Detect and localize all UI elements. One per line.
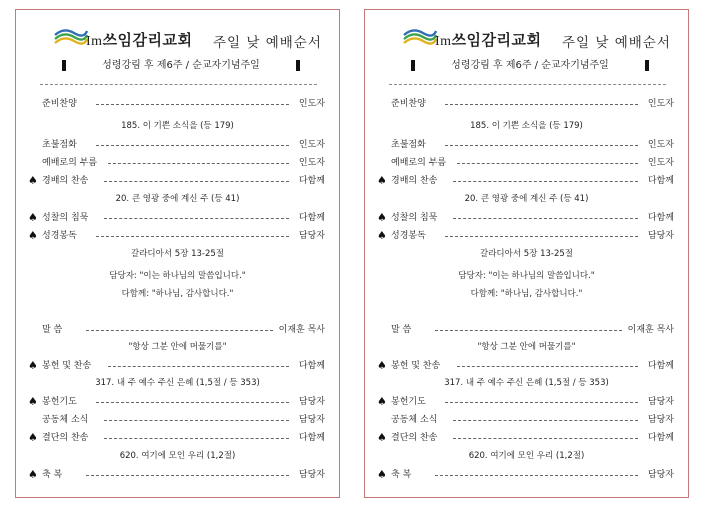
- order-item: [16, 322, 339, 338]
- order-item: [365, 155, 688, 171]
- spade-icon: ♠: [377, 229, 387, 242]
- order-note: 317. 내 주 예수 주신 은혜 (1,5절 / 등 353): [444, 378, 609, 388]
- order-item-leader: 인도자: [647, 140, 674, 150]
- order-item-label: 봉헌기도: [42, 397, 77, 407]
- dotted-leader: [86, 330, 273, 331]
- bulletin-page-left: [15, 9, 340, 498]
- dotted-leader: [445, 236, 638, 237]
- order-item: [365, 210, 688, 226]
- dotted-leader: [108, 366, 289, 367]
- order-item: [365, 96, 688, 112]
- dotted-leader: [445, 104, 638, 105]
- dotted-leader: [453, 218, 638, 219]
- spade-icon: ♠: [377, 468, 387, 481]
- service-title: 주일 낮 예배순서: [213, 35, 322, 51]
- order-item-leader: 담당자: [647, 397, 674, 407]
- order-item: [365, 412, 688, 428]
- order-item-leader: 다함께: [647, 361, 674, 371]
- spade-icon: ♠: [28, 174, 38, 187]
- church-name: Im쓰임감리교회: [86, 31, 193, 49]
- dotted-leader: [104, 420, 289, 421]
- order-item-leader: 인도자: [647, 158, 674, 168]
- order-note: 담당자: "이는 하나님의 말씀입니다.": [109, 271, 246, 281]
- dotted-leader: [435, 475, 638, 476]
- spade-icon: ♠: [28, 395, 38, 408]
- dotted-leader: [445, 402, 638, 403]
- order-item-label: 예배로의 부름: [391, 158, 447, 168]
- dotted-leader: [435, 330, 622, 331]
- order-item: [365, 228, 688, 244]
- order-item-leader: 다함께: [298, 433, 325, 443]
- spade-icon: ♠: [28, 431, 38, 444]
- order-item-label: 축 복: [42, 470, 63, 480]
- subtitle-bar-right: [296, 60, 300, 71]
- order-item-label: 성찰의 침묵: [42, 213, 89, 223]
- spade-icon: ♠: [377, 431, 387, 444]
- order-item-leader: 다함께: [647, 176, 674, 186]
- order-item-label: 축 복: [391, 470, 412, 480]
- order-note: "항상 그분 안에 머물기를": [128, 342, 227, 352]
- order-item-leader: 다함께: [298, 213, 325, 223]
- dotted-leader: [96, 104, 289, 105]
- order-item-leader: 이재훈 목사: [627, 325, 674, 335]
- order-item: [16, 394, 339, 410]
- order-note: "항상 그분 안에 머물기를": [477, 342, 576, 352]
- order-note: 317. 내 주 예수 주신 은혜 (1,5절 / 등 353): [95, 378, 260, 388]
- bulletin-page-right: [364, 9, 689, 498]
- spade-icon: ♠: [28, 359, 38, 372]
- dotted-leader: [96, 145, 289, 146]
- order-item: [16, 155, 339, 171]
- dotted-leader: [96, 402, 289, 403]
- order-item-label: 초불점화: [42, 140, 77, 150]
- order-item-label: 준비찬양: [42, 99, 77, 109]
- order-item-leader: 담당자: [647, 415, 674, 425]
- order-item: [365, 430, 688, 446]
- order-item-label: 초불점화: [391, 140, 426, 150]
- order-note: 담당자: "이는 하나님의 말씀입니다.": [458, 271, 595, 281]
- order-item-leader: 담당자: [647, 231, 674, 241]
- order-item: [365, 137, 688, 153]
- dotted-leader: [96, 236, 289, 237]
- order-note: 185. 이 기쁜 소식을 (등 179): [470, 121, 583, 131]
- order-item-leader: 인도자: [647, 99, 674, 109]
- order-note: 갈라디아서 5장 13-25절: [131, 249, 224, 259]
- order-item-label: 말 씀: [42, 325, 63, 335]
- order-note: 다함께: "하나님, 감사합니다.": [121, 289, 234, 299]
- order-item-label: 결단의 찬송: [391, 433, 438, 443]
- order-item-label: 예배로의 부름: [42, 158, 98, 168]
- order-item-leader: 담당자: [298, 415, 325, 425]
- bulletin-header: [365, 24, 688, 54]
- dotted-leader: [104, 181, 289, 182]
- order-item-label: 말 씀: [391, 325, 412, 335]
- dotted-leader: [457, 163, 638, 164]
- order-item: [365, 173, 688, 189]
- bulletin-subtitle: 성령강림 후 제6주 / 순교자기념주일: [62, 58, 300, 74]
- dotted-leader: [445, 145, 638, 146]
- order-item: [365, 358, 688, 374]
- spade-icon: ♠: [28, 211, 38, 224]
- header-divider: [389, 84, 666, 85]
- order-item: [16, 228, 339, 244]
- spade-icon: ♠: [377, 211, 387, 224]
- order-note: 620. 여기에 모인 우리 (1,2절): [119, 451, 236, 461]
- bulletin-subtitle: 성령강림 후 제6주 / 순교자기념주일: [411, 58, 649, 74]
- dotted-leader: [457, 366, 638, 367]
- order-note: 갈라디아서 5장 13-25절: [480, 249, 573, 259]
- order-item-label: 경배의 찬송: [391, 176, 438, 186]
- order-item-leader: 다함께: [298, 361, 325, 371]
- dotted-leader: [86, 475, 289, 476]
- dotted-leader: [453, 181, 638, 182]
- order-note: 185. 이 기쁜 소식을 (등 179): [121, 121, 234, 131]
- order-note: 20. 큰 영광 중에 계신 주 (등 41): [115, 194, 240, 204]
- dotted-leader: [108, 163, 289, 164]
- order-item-leader: 다함께: [298, 176, 325, 186]
- order-item-label: 봉헌 및 찬송: [42, 361, 92, 371]
- dotted-leader: [104, 218, 289, 219]
- spade-icon: ♠: [28, 229, 38, 242]
- order-item-label: 공동체 소식: [42, 415, 89, 425]
- order-item-leader: 담당자: [647, 470, 674, 480]
- order-item-label: 봉헌기도: [391, 397, 426, 407]
- spade-icon: ♠: [377, 174, 387, 187]
- order-item-label: 성찰의 침묵: [391, 213, 438, 223]
- order-item: [16, 467, 339, 483]
- order-item: [365, 467, 688, 483]
- spade-icon: ♠: [377, 359, 387, 372]
- order-item-leader: 다함께: [647, 433, 674, 443]
- order-item-leader: 이재훈 목사: [278, 325, 325, 335]
- dotted-leader: [453, 438, 638, 439]
- order-item: [365, 322, 688, 338]
- bulletin-header: [16, 24, 339, 54]
- order-item-label: 성경봉독: [391, 231, 426, 241]
- spade-icon: ♠: [28, 468, 38, 481]
- order-note: 620. 여기에 모인 우리 (1,2절): [468, 451, 585, 461]
- order-item: [16, 358, 339, 374]
- spade-icon: ♠: [377, 395, 387, 408]
- order-item-label: 준비찬양: [391, 99, 426, 109]
- dotted-leader: [104, 438, 289, 439]
- order-item-leader: 담당자: [298, 397, 325, 407]
- church-logo-icon: [54, 27, 88, 49]
- order-item: [16, 412, 339, 428]
- order-item-leader: 담당자: [298, 470, 325, 480]
- order-item: [16, 173, 339, 189]
- order-item: [16, 96, 339, 112]
- order-item: [365, 394, 688, 410]
- order-item-label: 결단의 찬송: [42, 433, 89, 443]
- order-item-leader: 인도자: [298, 158, 325, 168]
- order-item-leader: 인도자: [298, 99, 325, 109]
- order-item-label: 성경봉독: [42, 231, 77, 241]
- header-divider: [40, 84, 317, 85]
- church-name: Im쓰임감리교회: [435, 31, 542, 49]
- order-item-label: 공동체 소식: [391, 415, 438, 425]
- order-item-leader: 다함께: [647, 213, 674, 223]
- order-note: 20. 큰 영광 중에 계신 주 (등 41): [464, 194, 589, 204]
- order-note: 다함께: "하나님, 감사합니다.": [470, 289, 583, 299]
- church-logo-icon: [403, 27, 437, 49]
- order-item: [16, 137, 339, 153]
- service-title: 주일 낮 예배순서: [562, 35, 671, 51]
- dotted-leader: [453, 420, 638, 421]
- order-item: [16, 210, 339, 226]
- order-item-label: 봉헌 및 찬송: [391, 361, 441, 371]
- subtitle-bar-right: [645, 60, 649, 71]
- order-item-label: 경배의 찬송: [42, 176, 89, 186]
- order-item: [16, 430, 339, 446]
- order-item-leader: 담당자: [298, 231, 325, 241]
- order-item-leader: 인도자: [298, 140, 325, 150]
